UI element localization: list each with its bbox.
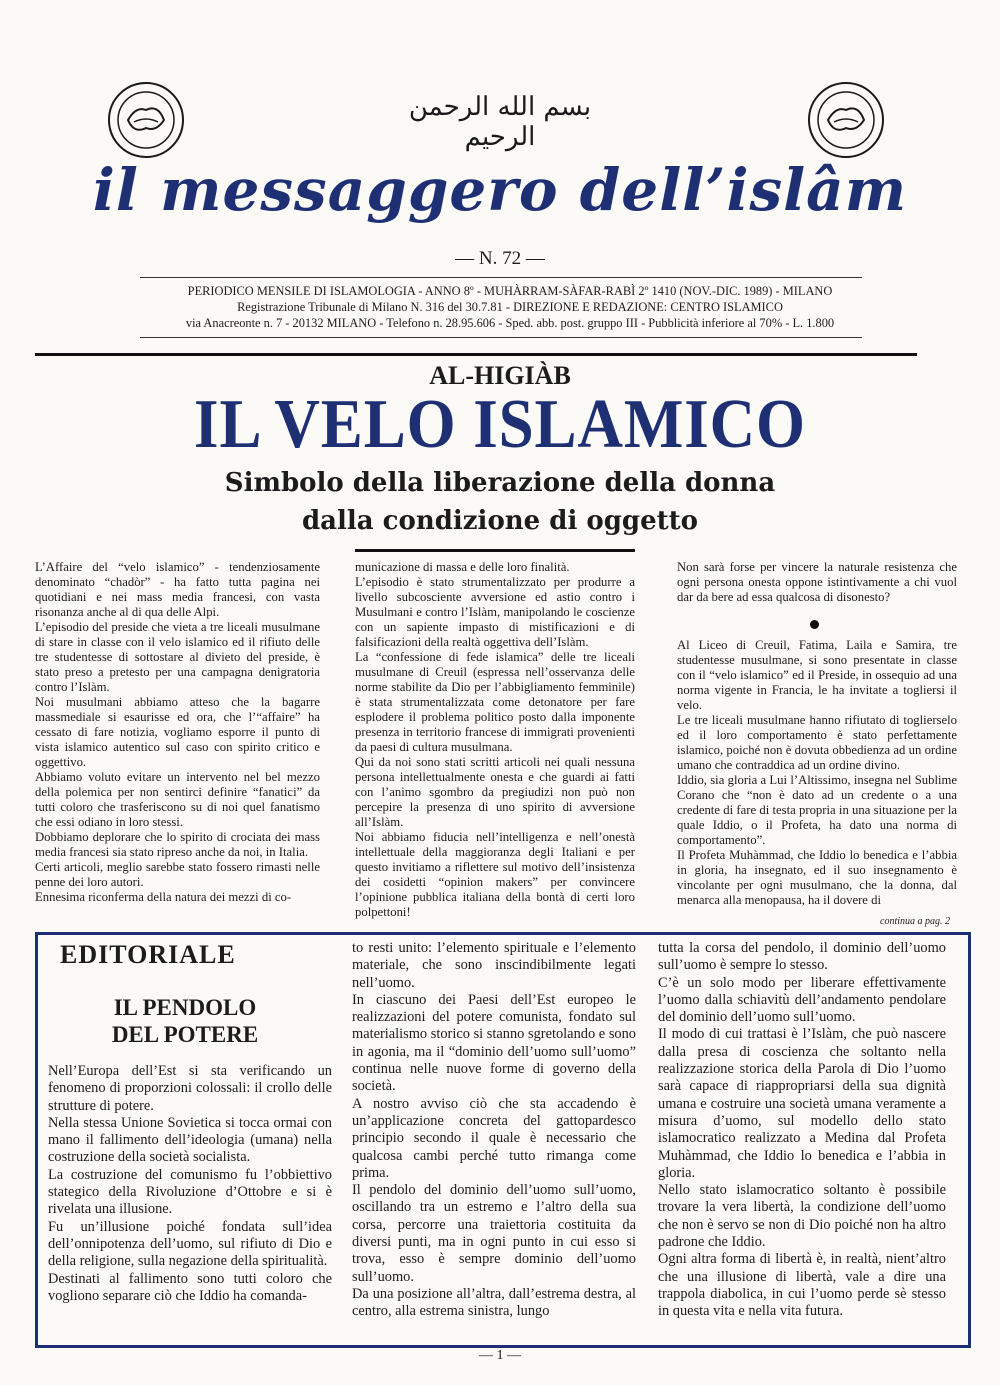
article-column-1: [35, 560, 320, 905]
page-number: — 1 —: [479, 1348, 521, 1363]
article-subhead-line-1: Simbolo della liberazione della donna: [224, 468, 776, 498]
paragraph: to resti unito: l’elemento spirituale e l’elemento materiale, che sono inscindibilmente legati nell’uomo.: [352, 940, 636, 991]
paragraph: L’episodio è stato strumentalizzato per produrre a livello subcosciente avversione ed astio contro i Musulmani e contro l’Islàm, manipolando le coscienze con un sapiente impasto di mistificazioni e di falsificazioni della realtà oggettiva dell’Islàm.: [355, 575, 635, 649]
editorial-column-1: [48, 1063, 332, 1305]
left-seal-logo: [106, 80, 186, 160]
article-column-2: [355, 560, 635, 920]
paragraph: Il modo di cui trattasi è l’Islàm, che può nascere dalla presa di coscienza che soltanto nella realizzazione storica della Parola di Dio l’uomo sarà capace di riappropriarsi della sua dignità umana e costruire una società umana veramente a misura d’uomo, sul modello dello stato islamocratico realizzato a Medina dal Profeta Muhàmmad, che Iddio lo benedica e l’abbia in gloria.: [658, 1026, 946, 1181]
paragraph: Destinati al fallimento sono tutti coloro che vogliono separare ciò che Iddio ha comanda-: [48, 1270, 332, 1304]
editorial-label: EDITORIALE: [60, 940, 236, 969]
section-bullet: [810, 620, 819, 629]
paragraph: Ogni altra forma di libertà è, in realtà, nient’altro che una illusione di libertà, vale a dire una trappola diabolica, in cui l’uomo perde sè stesso in questa vita e nella vita futura.: [658, 1251, 946, 1320]
paragraph: Noi musulmani abbiamo atteso che la bagarre massmediale si esaurisse ed ora, che l’“affaire” ha cessato di fare notizia, vogliamo esporre il punto di vista islamico autentico sul caso con spirito critico e oggettivo.: [35, 695, 320, 769]
masthead-title: il messaggero dell’islâm: [92, 156, 908, 224]
continued-note: continua a pag. 2: [880, 916, 950, 927]
paragraph: Fu un’illusione poiché fondata sull’idea dell’onnipotenza dell’uomo, sul rifiuto di Dio e della religione, sulla negazione della spiritualità.: [48, 1218, 332, 1270]
paragraph: Non sarà forse per vincere la naturale resistenza che ogni persona onesta oppone istintivamente a chi vuol dar da bere ad essa qualcosa di disonesto?: [677, 560, 957, 604]
paragraph: La “confessione di fede islamica” delle tre liceali musulmane di Creuil (espressa nell’osservanza delle norme stabilite da Dio per l’abbigliamento femminile) è stata strumentalizzata come detonatore per fare esplodere il problema politico posto dalla imponente presenza in territorio francese di immigrati provenienti da paesi di cultura musulmana.: [355, 650, 635, 754]
right-seal-logo: [806, 80, 886, 160]
publication-info-line-1: PERIODICO MENSILE DI ISLAMOLOGIA - ANNO 8º - MUHÀRRAM-SÀFAR-RABÌ 2º 1410 (NOV.-DIC. 1989) - MILANO: [187, 284, 833, 298]
paragraph: Da una posizione all’altra, dall’estrema destra, al centro, alla estrema sinistra, lungo: [352, 1285, 636, 1320]
paragraph: Ennesima riconferma della natura dei mezzi di co-: [35, 890, 292, 904]
editorial-column-2: [352, 940, 636, 1321]
paragraph: municazione di massa e delle loro finalità.: [355, 560, 570, 574]
paragraph: A nostro avviso ciò che sta accadendo è un’applicazione concreta del gattopardesco principio secondo il quale è necessario che qualcosa cambi perché tutto rimanga come prima.: [352, 1095, 636, 1181]
paragraph: Dobbiamo deplorare che lo spirito di crociata dei mass media francesi sia stato ripreso anche da noi, in Italia.: [35, 830, 320, 859]
editorial-title: [60, 994, 310, 1048]
paragraph: Iddio, sia gloria a Lui l’Altissimo, insegna nel Sublime Corano che “non è dato ad un credente o a una credente di fare di testa propria in una situazione per la quale Iddio, o il Profeta, ha dato una norma di comportamento”.: [677, 773, 957, 847]
paragraph: Nello stato islamocratico soltanto è possibile trovare la vera libertà, la condizione dell’uomo che non è servo se non di Dio poiché non ha altro padrone che Iddio.: [658, 1182, 946, 1251]
header-rule-bottom: [140, 337, 862, 338]
paragraph: C’è un solo modo per liberare effettivamente l’uomo dalla schiavitù dell’andamento pendolare del dominio dell’uomo sull’uomo.: [658, 974, 946, 1026]
paragraph: Le tre liceali musulmane hanno rifiutato di toglierselo ed il loro comportamento è stato perfettamente islamico, poiché non è dovuta obbedienza ad un ordine umano che contraddica ad un ordine divino.: [677, 713, 957, 772]
article-kicker: AL-HIGIÀB: [429, 361, 571, 390]
paragraph: Nella stessa Unione Sovietica si tocca ormai con mano il fallimento dell’ideologia (umana) nella costruzione della società socialista.: [48, 1114, 332, 1166]
article-column-3-top: [677, 560, 957, 605]
issue-number: — N. 72 —: [455, 248, 545, 269]
headline-divider: [35, 353, 917, 356]
paragraph: tutta la corsa del pendolo, il dominio dell’uomo sull’uomo è sempre lo stesso.: [658, 940, 946, 974]
paragraph: Al Liceo di Creuil, Fatima, Laila e Samira, tre studentesse musulmane, si sono presentate in classe con il “velo islamico” ed il Preside, in ossequio ad una norma vigente in Francia, le ha invitate a togliersi il velo.: [677, 638, 957, 712]
article-column-3-bottom: [677, 638, 957, 908]
article-subhead-line-2: dalla condizione di oggetto: [301, 506, 698, 536]
paragraph: Il pendolo del dominio dell’uomo sull’uomo, oscillando tra un estremo e l’altro della sua corsa, percorre una traiettoria costituita da diversi punti, ma in ogni punto in cui esso si trova, esso è sempre dominio dell’uomo sull’uomo.: [352, 1182, 636, 1285]
paragraph: La costruzione del comunismo fu l’obbiettivo stategico della Rivoluzione d’Ottobre e si è rivelata una illusione.: [48, 1166, 332, 1218]
paragraph: Noi abbiamo fiducia nell’intelligenza e nell’onestà intellettuale della maggioranza degli Italiani e per questo invitiamo a riflettere sul motivo dell’insistenza dei cosidetti “opinion makers” per convincere l’opinione pubblica italiana della bontà di certi loro polpettoni!: [355, 830, 635, 919]
paragraph: Il Profeta Muhàmmad, che Iddio lo benedica e l’abbia in gloria, ha insegnato, ed il suo insegnamento è vincolante per ogni musulmano, che la donna, dal menarca alla menopausa, ha il dovere di: [677, 848, 957, 907]
basmala-calligraphy: بسم الله الرحمن الرحيم: [408, 92, 592, 152]
header-rule-top: [140, 277, 862, 278]
article-headline: IL VELO ISLAMICO: [194, 386, 806, 463]
paragraph: In ciascuno dei Paesi dell’Est europeo le realizzazioni del potere comunista, fondato sul materialismo storico si stanno sgretolando e sono in agonia, ma il “dominio dell’uomo sull’uomo” continua nelle nuove forme di governo della società.: [352, 991, 636, 1095]
subhead-rule: [355, 549, 635, 552]
paragraph: Nell’Europa dell’Est si sta verificando un fenomeno di proporzioni colossali: il crollo delle strutture di potere.: [48, 1063, 332, 1114]
editorial-title-line-2: DEL POTERE: [111, 1022, 259, 1047]
paragraph: L’Affaire del “velo islamico” - tendenziosamente denominato “chadòr” - ha fatto tutta pagina nei quotidiani e nei mass media francesi, con vasta risonanza anche al di qua delle Alpi.: [35, 560, 320, 619]
publication-info-line-2: Registrazione Tribunale di Milano N. 316 del 30.7.81 - DIREZIONE E REDAZIONE: CENTRO ISLAMICO: [237, 300, 783, 314]
paragraph: L’episodio del preside che vieta a tre liceali musulmane di stare in classe con il velo islamico ed il rifiuto delle tre studentesse di sottostare al divieto del preside, è stato preso a pretesto per una campagna denigratoria contro l’Islàm.: [35, 620, 320, 694]
paragraph: Abbiamo voluto evitare un intervento nel bel mezzo della polemica per non sentirci definire “fanatici” da tutti coloro che trasferiscono su di noi quel fanatismo che essi odiano in loro stessi.: [35, 770, 320, 829]
paragraph: Certi articoli, meglio sarebbe stato fossero rimasti nelle penne dei loro autori.: [35, 860, 320, 889]
editorial-column-3: [658, 940, 946, 1321]
editorial-title-line-1: IL PENDOLO: [113, 995, 257, 1020]
publication-info-line-3: via Anacreonte n. 7 - 20132 MILANO - Telefono n. 28.95.606 - Sped. abb. post. gruppo III - Pubblicità inferiore al 70% - L. 1.800: [185, 316, 835, 330]
paragraph: Qui da noi sono stati scritti articoli nei quali nessuna persona intellettualmente onesta e che guardi ai fatti con l’animo sgombro da pregiudizi non può non percepire la presenza di uno spirito di avversione all’Islàm.: [355, 755, 635, 829]
